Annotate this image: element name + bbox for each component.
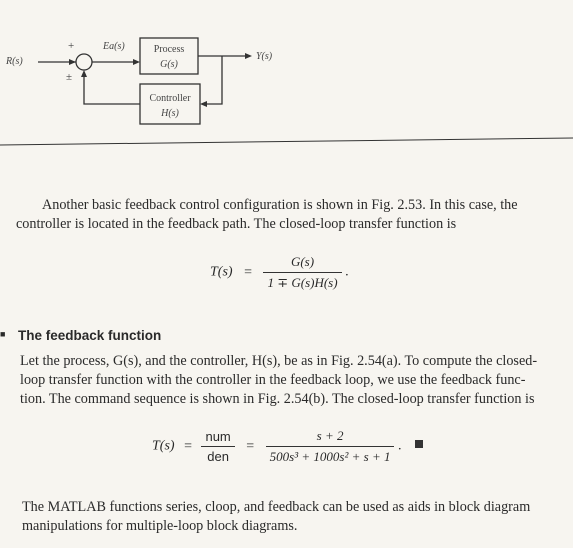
paragraph-intro [16,196,547,234]
output-label: Y(s) [256,51,273,62]
equals-sign: = [244,264,252,280]
process-title: Process [153,44,185,55]
summing-junction [76,54,92,70]
paragraph-line: Another basic feedback control configuration is shown in Fig. 2.53. In this case, the [42,197,518,213]
feedback-takeoff-line [204,56,222,104]
sum-plus-sign: + [68,40,75,52]
fraction-denominator: 500s³ + 1000s² + s + 1 [269,449,391,464]
paragraph-line: controller is located in the feedback path. The closed-loop transfer function is [16,216,457,232]
arrowhead-process-in [133,59,140,65]
paragraph-line: The MATLAB functions series, cloop, and feedback can be used as aids in block diagram [22,499,531,515]
paragraph-line: manipulations for multiple-loop block diagrams. [22,518,298,534]
block-diagram [0,0,573,150]
feedback-return-line [84,74,140,104]
equation-lhs: T(s) [210,264,233,280]
equation-period: . [345,264,349,280]
paragraph-line: tion. The command sequence is shown in Fig. 2.54(b). The closed-loop transfer function is [20,391,535,407]
arrowhead-output [245,53,252,59]
fraction-numerator: s + 2 [266,428,395,447]
equals-sign: = [184,438,192,454]
sum-pm-sign: ± [66,71,73,83]
controller-title: Controller [149,93,191,104]
equation-fraction-polynomial [266,428,395,465]
fraction-denominator: 1 ∓ G(s)H(s) [267,275,338,290]
equation-closed-loop [210,254,349,291]
equals-sign: = [246,438,255,454]
arrowhead-sum-in [69,59,76,65]
paragraph-feedback-function [20,352,548,409]
process-fn: G(s) [160,59,178,70]
equation-fraction-numden [201,429,234,464]
fraction-denominator: den [207,449,229,464]
arrowhead-controller-in [200,101,207,107]
figure-divider [0,138,573,145]
error-label: Ea(s) [103,41,125,52]
equation-fraction [263,254,341,291]
equation-feedback-result [152,428,423,465]
paragraph-line: Let the process, G(s), and the controller, H(s), be as in Fig. 2.54(a). To compute the closed- [20,353,538,369]
paragraph-matlab-functions [22,498,552,536]
paragraph-line: loop transfer function with the controller in the feedback loop, we use the feedback func- [20,372,526,388]
arrowhead-feedback-in [81,70,87,77]
equation-lhs: T(s) [152,438,175,454]
section-marker: ■ [0,329,6,339]
end-of-example-mark [415,440,423,448]
equation-period: . [397,438,402,454]
controller-fn: H(s) [161,108,179,119]
input-label: R(s) [6,56,23,67]
section-heading: The feedback function [18,328,162,343]
fraction-numerator: G(s) [263,254,341,273]
fraction-numerator: num [201,429,234,447]
